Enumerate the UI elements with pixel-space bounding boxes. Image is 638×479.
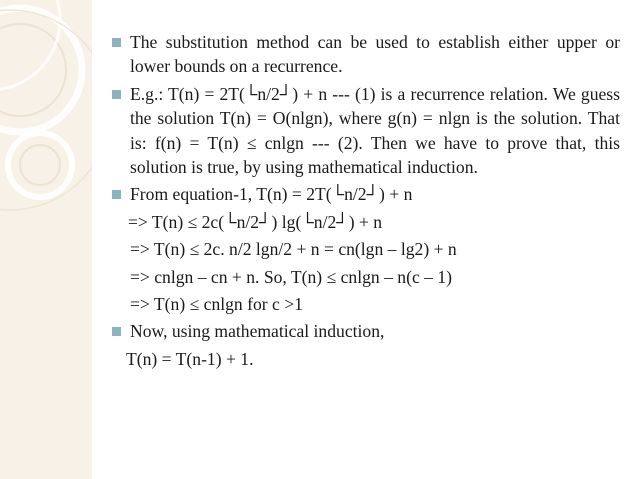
derivation-line: => T(n) ≤ 2c. n/2 lgn/2 + n = cn(lgn – lg2) + n — [130, 239, 457, 260]
bullet-text: E.g.: T(n) = 2T(└n/2┘) + n --- (1) is a recurrence relation. We guess the solution T(n) = O(nlgn), where g(n) = nlgn is the solution. That is: f(n) = T(n) ≤ cnlgn --- (2). Then we have to prove that, this solution is true, by using mathematical induction. — [130, 83, 620, 178]
derivation-line: => T(n) ≤ cnlgn for c >1 — [130, 294, 303, 315]
bullet-item — [104, 82, 620, 180]
square-bullet-icon — [112, 190, 121, 199]
bullet-item — [104, 30, 620, 79]
final-equation: T(n) = T(n-1) + 1. — [126, 348, 254, 369]
decorative-circles — [0, 0, 92, 479]
bullet-text: The substitution method can be used to establish either upper or lower bounds on a recurrence. — [130, 32, 620, 77]
derivation-line: => T(n) ≤ 2c(└n/2┘) lg(└n/2┘) + n — [128, 211, 383, 232]
square-bullet-icon — [112, 327, 121, 336]
square-bullet-icon — [112, 38, 121, 47]
decorative-sidebar — [0, 0, 92, 479]
bullet-text: Now, using mathematical induction, — [130, 321, 385, 342]
bullet-item — [104, 319, 620, 343]
square-bullet-icon — [112, 90, 121, 99]
bullet-text: From equation-1, T(n) = 2T(└n/2┘) + n — [130, 184, 413, 205]
bullet-item — [104, 182, 620, 206]
slide-content — [104, 30, 620, 374]
derivation-line: => cnlgn – cn + n. So, T(n) ≤ cnlgn – n(c – 1) — [130, 266, 453, 287]
